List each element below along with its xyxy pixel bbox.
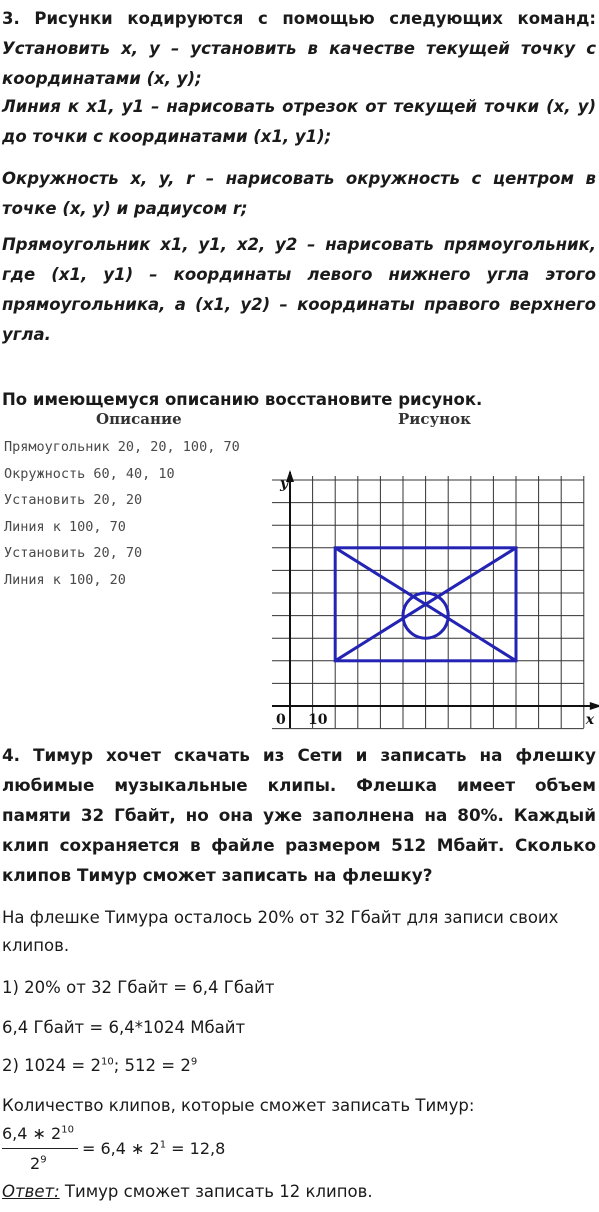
code-line: Линия к 100, 20 (4, 571, 126, 588)
exponent: 10 (61, 1124, 74, 1136)
denominator-text: 2 (30, 1154, 41, 1173)
code-line: Прямоугольник 20, 20, 100, 70 (4, 439, 240, 455)
axis-y-label: y (280, 476, 289, 492)
task3-cmd1: Установить x, y – установить в качестве текущей точку с координатами (x, y); (2, 39, 596, 88)
solution-line: Количество клипов, которые сможет записать Тимур: (2, 1096, 475, 1115)
fraction-bar (2, 1148, 78, 1149)
solution-line: 1) 20% от 32 Гбайт = 6,4 Гбайт (2, 978, 275, 997)
coordinate-grid (268, 470, 595, 734)
task3-cmd4: Прямоугольник x1, y1, x2, y2 – нарисовать прямоугольник, где (x1, y1) – координаты левого нижнего угла этого прямоугольника, а (x1, y2) – координаты правого верхнего угла. (2, 235, 596, 344)
tick-label: 10 (308, 712, 328, 728)
fraction-denominator (30, 1154, 47, 1173)
numerator-text: 6,4 ∗ 2 (2, 1124, 62, 1143)
exponent: 9 (40, 1154, 47, 1166)
task3-cmd4-block (2, 230, 596, 350)
task3-intro (2, 4, 596, 94)
description-header: Описание (96, 410, 182, 428)
solution-line: На флешке Тимура осталось 20% от 32 Гбайт для записи своих клипов. (2, 908, 559, 955)
result-value: = 12,8 (166, 1139, 226, 1158)
answer-text: Тимур сможет записать 12 клипов. (59, 1182, 373, 1201)
x-axis-arrow (590, 702, 599, 710)
code-line: Линия к 100, 70 (4, 518, 126, 535)
task3-cmd3-block (2, 164, 596, 224)
answer-line (2, 1182, 373, 1201)
task3-cmd3: Окружность x, y, r – нарисовать окружность с центром в точке (x, y) и радиусом r; (2, 169, 596, 218)
axis-x-label: x (585, 712, 595, 728)
exponent: 9 (190, 1056, 198, 1068)
result-text: = 6,4 ∗ 2 (82, 1139, 160, 1158)
solution-line: 6,4 Гбайт = 6,4*1024 Мбайт (2, 1018, 246, 1037)
task3-instruction: По имеющемуся описанию восстановите рисунок. (2, 390, 483, 409)
fraction-numerator (2, 1124, 74, 1143)
exponent: 1 (159, 1139, 167, 1151)
task3-number: 3. (2, 9, 20, 28)
task3-cmd2: Линия к x1, y1 – нарисовать отрезок от текущей точки (x, y) до точки с координатами (x1, y1); (2, 97, 596, 146)
description-code (4, 434, 240, 593)
task4-question: 4. Тимур хочет скачать из Сети и записать на флешку любимые музыкальные клипы. Флешка имеет объем памяти 32 Гбайт, но она уже заполнена на 80%. Каждый клип сохраняется в файле размером 512 Мбайт. Сколько клипов Тимур сможет записать на флешку? (2, 745, 596, 885)
code-line: Установить 20, 70 (4, 545, 143, 561)
code-line: Окружность 60, 40, 10 (4, 465, 175, 482)
exponent: 10 (100, 1056, 114, 1068)
fraction-result (82, 1139, 225, 1158)
powers-part: 2) 1024 = 2 (2, 1056, 101, 1075)
solution-line-powers (2, 1052, 596, 1080)
task3-cmd2-block (2, 92, 596, 152)
powers-part: ; 512 = 2 (113, 1056, 191, 1075)
origin-label: 0 (276, 712, 286, 728)
picture-header: Рисунок (398, 410, 471, 428)
code-line: Установить 20, 20 (4, 492, 143, 508)
answer-label: Ответ: (2, 1182, 60, 1201)
task3-intro-text: Рисунки кодируются с помощью следующих команд: (34, 9, 597, 28)
